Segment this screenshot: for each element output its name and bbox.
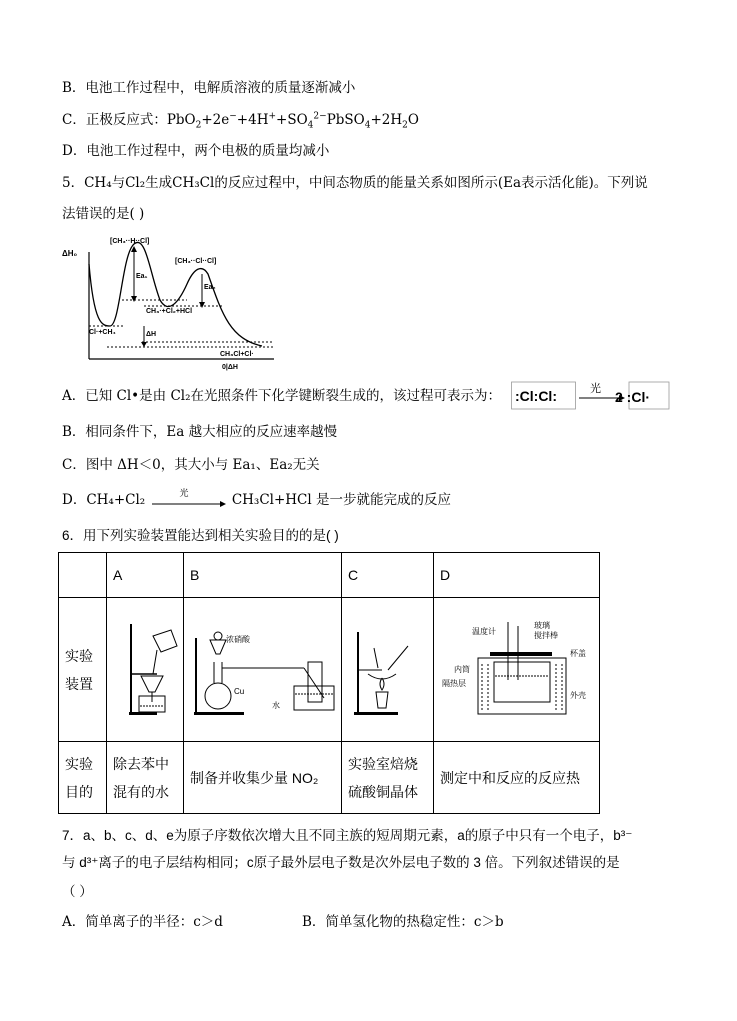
q5-option-b: B．相同条件下，Ea 越大相应的反应速率越慢 <box>62 424 338 440</box>
intermediate-label: CH₃·+Cl₂+HCl <box>146 308 193 315</box>
transition-state-1: [CH₃··H··Cl] <box>110 238 150 245</box>
q5-option-a: A．已知 Cl•是由 Cl₂在光照条件下化学键断裂生成的，该过程可表示为： <box>62 388 501 404</box>
y-axis-label: ΔH₀ <box>62 249 78 258</box>
apparatus-d <box>434 598 600 742</box>
energy-diagram <box>62 234 277 372</box>
transition-state-2: [CH₃··Cl··Cl] <box>175 258 217 265</box>
header-c: C <box>342 553 434 598</box>
product-label: CH₃Cl+Cl· <box>220 351 254 358</box>
svg-text:Cu: Cu <box>234 687 245 696</box>
q7-stem-line2: 与 d³⁺离子的电子层结构相同；c原子最外层电子数是次外层电子数的 3 倍。下列叙述错误的是 <box>62 855 620 870</box>
header-a: A <box>107 553 184 598</box>
q4-option-b: B．电池工作过程中，电解质溶液的质量逐渐减小 <box>62 80 356 96</box>
svg-text:外壳: 外壳 <box>570 691 586 700</box>
delta-h-label: ΔH <box>146 331 157 338</box>
q5-stem-line1: 5．CH₄与Cl₂生成CH₃Cl的反应过程中，中间态物质的能量关系如图所示(Ea表示活化能)。下列说 <box>62 175 648 191</box>
no2-apparatus-figure <box>184 618 341 718</box>
ea1-label: Ea₁ <box>136 273 148 280</box>
light-label: 光 <box>179 488 189 499</box>
x-axis-label: 0|ΔH <box>222 364 238 371</box>
calorimeter-figure <box>434 618 599 718</box>
light-arrow-label: 光 <box>590 383 601 395</box>
experiment-table <box>58 552 600 814</box>
header-empty <box>59 553 107 598</box>
q4-option-c: C．正极反应式：$PbO_2+2e^-+4H^++SO_4^{2-}PbSO_4+2H_2O$ <box>62 111 419 131</box>
q7-option-a: A．简单离子的半径：c＞d <box>62 914 223 930</box>
evaporating-dish-figure <box>342 618 433 718</box>
q5-option-d: D．CH₄+Cl₂ 光 CH₃Cl+HCl 是一步就能完成的反应 <box>62 490 451 510</box>
purpose-b: 制备并收集少量 NO₂ <box>184 742 342 814</box>
reactant-label: Cl·+CH₄ <box>89 329 116 336</box>
apparatus-a <box>107 598 184 742</box>
row-label-purpose: 实验 目的 <box>59 742 107 814</box>
svg-text:水: 水 <box>272 701 280 710</box>
apparatus-b <box>184 598 342 742</box>
svg-text:玻璃: 玻璃 <box>534 621 550 630</box>
svg-text:温度计: 温度计 <box>472 627 496 636</box>
q5-option-c: C．图中 ΔH＜0，其大小与 Ea₁、Ea₂无关 <box>62 457 320 473</box>
separatory-funnel-figure <box>107 618 183 718</box>
apparatus-c <box>342 598 434 742</box>
q7-stem-line1: 7．a、b、c、d、e为原子序数依次增大且不同主族的短周期元素，a的原子中只有一个电子，b³⁻ <box>62 828 633 843</box>
q4-option-d: D．电池工作过程中，两个电极的质量均减小 <box>62 143 330 159</box>
svg-text::Cl:Cl:: :Cl:Cl: <box>515 388 557 404</box>
purpose-a: 除去苯中 混有的水 <box>107 742 184 814</box>
purpose-d: 测定中和反应的反应热 <box>434 742 600 814</box>
q7-option-b: B．简单氢化物的热稳定性：c＞b <box>302 914 504 930</box>
svg-text:2 :Cl·: 2 :Cl· <box>615 389 650 405</box>
row-label-apparatus: 实验 装置 <box>59 598 107 742</box>
svg-text:内筒: 内筒 <box>454 665 470 674</box>
ea2-label: Ea₂ <box>204 284 216 291</box>
q5-stem-line2: 法错误的是( ) <box>62 206 145 222</box>
lewis-equation <box>511 380 671 412</box>
purpose-c: 实验室焙烧 硫酸铜晶体 <box>342 742 434 814</box>
q6-stem: 6．用下列实验装置能达到相关实验目的的是( ) <box>62 528 339 543</box>
svg-text:隔热层: 隔热层 <box>442 679 466 688</box>
header-d: D <box>434 553 600 598</box>
q7-stem-line3: （ ） <box>62 884 93 899</box>
svg-text:杯盖: 杯盖 <box>570 649 586 658</box>
header-b: B <box>184 553 342 598</box>
svg-text:浓硝酸: 浓硝酸 <box>226 635 250 644</box>
svg-text:搅拌棒: 搅拌棒 <box>534 631 558 640</box>
